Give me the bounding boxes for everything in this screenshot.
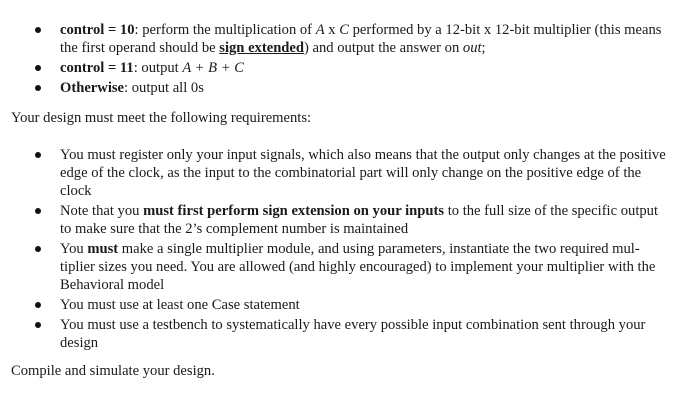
list-item-control-11: control = 11: output A + B + C bbox=[0, 59, 689, 77]
bullet-icon bbox=[35, 246, 41, 252]
math-var-a: A bbox=[315, 22, 325, 38]
control-cases-list bbox=[0, 21, 689, 99]
requirement-testbench: You must use a testbench to systematically have every possible input combination sent through your design bbox=[0, 316, 689, 352]
control-label: Otherwise bbox=[60, 80, 125, 96]
emphasis-text: must first perform sign extension on your inputs bbox=[143, 203, 445, 219]
list-item-control-10: control = 10: perform the multiplication of A x C performed by a 12-bit x 12-bit multiplier (this means the first operand should be sign extended) and output the answer on out; bbox=[0, 21, 689, 57]
control-label: control = 11 bbox=[60, 60, 134, 76]
bullet-icon bbox=[35, 152, 41, 158]
sign-extended-term: sign extended bbox=[219, 40, 305, 56]
control-label: control = 10 bbox=[60, 22, 135, 38]
requirements-list bbox=[0, 146, 689, 354]
requirement-multiplier-module: You must make a single multiplier module, and using parameters, instantiate the two required mul-tiplier sizes you need. You are allowed (and highly encouraged) to implement your multiplier with the Behavioral model bbox=[0, 240, 689, 294]
bullet-icon bbox=[35, 27, 41, 33]
requirements-intro: Your design must meet the following requirements: bbox=[11, 110, 312, 126]
math-var-out: out bbox=[462, 40, 482, 56]
math-expression: A + B + C bbox=[182, 60, 244, 76]
bullet-icon bbox=[35, 322, 41, 328]
requirement-register-inputs: You must register only your input signals, which also means that the output only changes at the positive edge of the clock, as the input to the combinatorial part will only change on the positive edge of the clock bbox=[0, 146, 689, 200]
closing-paragraph: Compile and simulate your design. bbox=[11, 363, 215, 379]
list-item-otherwise: Otherwise: output all 0s bbox=[0, 79, 689, 97]
requirement-sign-extension: Note that you must first perform sign extension on your inputs to the full size of the specific output to make sure that the 2’s complement number is maintained bbox=[0, 202, 689, 238]
math-var-c: C bbox=[339, 22, 349, 38]
requirement-case-statement: You must use at least one Case statement bbox=[0, 296, 689, 314]
bullet-icon bbox=[35, 302, 41, 308]
bullet-icon bbox=[35, 65, 41, 71]
emphasis-text: must bbox=[87, 241, 119, 257]
bullet-icon bbox=[35, 85, 41, 91]
bullet-icon bbox=[35, 208, 41, 214]
